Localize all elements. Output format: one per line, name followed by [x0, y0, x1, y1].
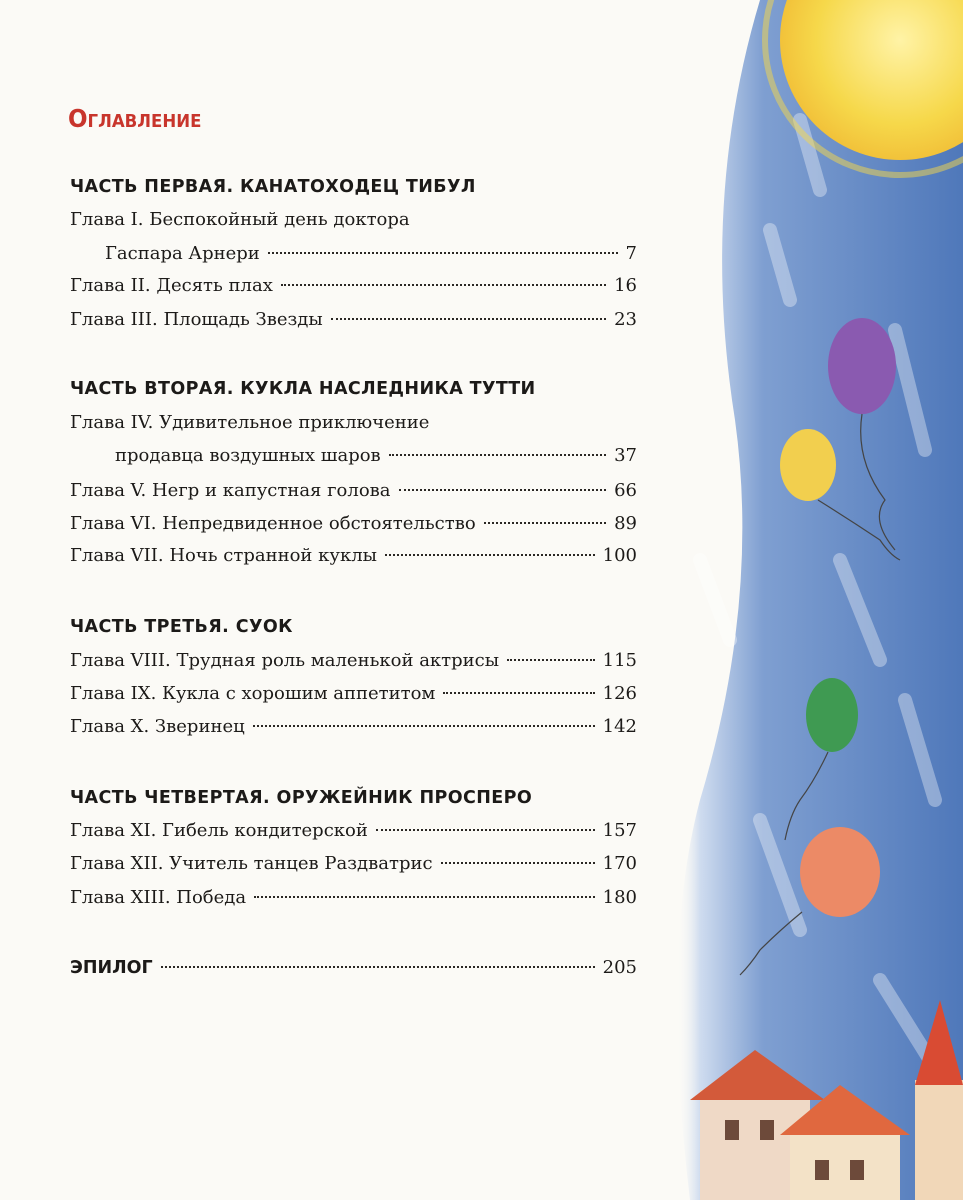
part-title: ЧАСТЬ ВТОРАЯ. КУКЛА НАСЛЕДНИКА ТУТТИ	[70, 379, 536, 399]
toc-entry[interactable]	[115, 445, 637, 471]
chapter-title: Глава XII. Учитель танцев Раздватрис	[70, 853, 433, 874]
toc-entry[interactable]	[70, 683, 637, 709]
chapter-title: Глава X. Зверинец	[70, 716, 245, 737]
page-number: 180	[602, 887, 637, 908]
toc-entry[interactable]	[70, 513, 637, 539]
chapter-title: Глава IX. Кукла с хорошим аппетитом	[70, 683, 436, 704]
page-number: 16	[614, 275, 637, 296]
part-title: ЧАСТЬ ТРЕТЬЯ. СУОК	[70, 617, 293, 637]
toc-entry[interactable]	[70, 275, 637, 301]
town-houses-icon	[690, 1000, 963, 1200]
chapter-title: Глава VI. Непредвиденное обстоятельство	[70, 513, 476, 534]
dot-leader	[376, 829, 595, 831]
toc-entry[interactable]	[70, 887, 637, 913]
toc-entry[interactable]	[70, 545, 637, 571]
part-title: ЧАСТЬ ЧЕТВЕРТАЯ. ОРУЖЕЙНИК ПРОСПЕРО	[70, 788, 533, 808]
balloon-yellow-icon	[780, 429, 900, 560]
page-number: 7	[625, 243, 637, 264]
chapter-title: Глава II. Десять плах	[70, 275, 273, 296]
dot-leader	[443, 692, 594, 694]
chapter-title: Глава VIII. Трудная роль маленькой актрисы	[70, 650, 500, 671]
page-number: 170	[602, 853, 637, 874]
chapter-title: продавца воздушных шаров	[115, 445, 381, 466]
page-number: 37	[614, 445, 637, 466]
page-number: 100	[602, 545, 637, 566]
sky-background	[677, 0, 963, 1200]
epilogue-title: ЭПИЛОГ	[70, 958, 153, 978]
dot-leader	[507, 659, 595, 661]
sun-icon	[765, 0, 963, 175]
page-number: 23	[614, 309, 637, 330]
toc-entry[interactable]	[70, 650, 637, 676]
dot-leader	[484, 522, 606, 524]
toc-entry[interactable]	[105, 243, 637, 269]
chapter-title: Глава XIII. Победа	[70, 887, 247, 908]
dot-leader	[281, 284, 606, 286]
dot-leader	[331, 318, 606, 320]
chapter-title: Гаспара Арнери	[105, 243, 260, 264]
part-title: ЧАСТЬ ПЕРВАЯ. КАНАТОХОДЕЦ ТИБУЛ	[70, 177, 476, 197]
page-number: 157	[602, 820, 637, 841]
dot-leader	[389, 454, 606, 456]
toc-entry[interactable]	[70, 853, 637, 879]
dot-leader	[253, 725, 595, 727]
balloon-purple-icon	[828, 318, 896, 550]
chapter-title: Глава III. Площадь Звезды	[70, 309, 323, 330]
chapter-title: Глава XI. Гибель кондитерской	[70, 820, 368, 841]
page-number: 142	[602, 716, 637, 737]
balloon-green-icon	[785, 678, 858, 840]
toc-entry[interactable]	[70, 480, 637, 506]
dot-leader	[441, 862, 595, 864]
dot-leader	[161, 966, 595, 968]
page-number: 115	[602, 650, 637, 671]
chapter-title-line: Глава IV. Удивительное приключение	[70, 412, 430, 433]
balloon-orange-icon	[740, 827, 880, 975]
toc-entry[interactable]	[70, 309, 637, 335]
dot-leader	[385, 554, 595, 556]
page-number: 89	[614, 513, 637, 534]
dot-leader	[268, 252, 618, 254]
chapter-title: Глава VII. Ночь странной куклы	[70, 545, 377, 566]
toc-entry[interactable]	[70, 820, 637, 846]
page-number: 66	[614, 480, 637, 501]
toc-title: Оглавление	[68, 104, 202, 133]
dot-leader	[399, 489, 607, 491]
epilogue-entry[interactable]	[70, 957, 637, 983]
page-number: 126	[602, 683, 637, 704]
toc-entry[interactable]	[70, 716, 637, 742]
chapter-title: Глава V. Негр и капустная голова	[70, 480, 391, 501]
dot-leader	[254, 896, 595, 898]
page-number: 205	[602, 957, 637, 978]
chapter-title-line: Глава I. Беспокойный день доктора	[70, 209, 410, 230]
